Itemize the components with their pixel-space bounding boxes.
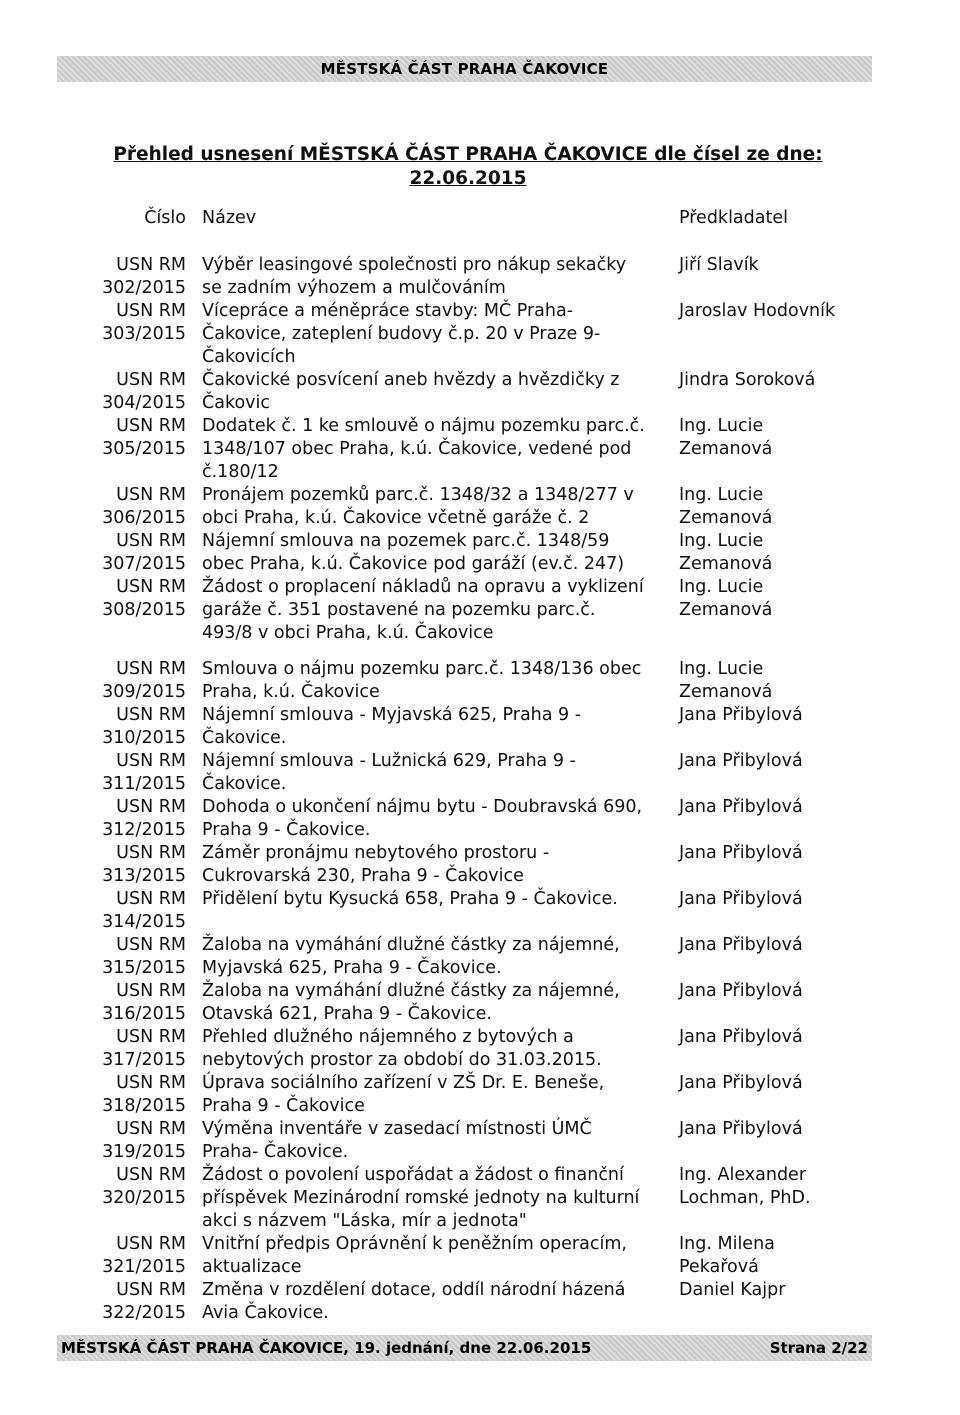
resolution-presenter: Jana Přibylová — [679, 981, 803, 1001]
resolution-name: Vnitřní předpis Oprávnění k peněžním operacím, aktualizace — [202, 1234, 627, 1277]
resolution-presenter: Jana Přibylová — [679, 705, 803, 725]
resolution-name: Žádost o povolení uspořádat a žádost o finanční příspěvek Mezinárodní romské jednoty na kulturní akci s názvem "Láska, mír a jednota" — [202, 1165, 640, 1231]
resolution-presenter: Jaroslav Hodovník — [679, 301, 836, 321]
footer-meeting-info: MĚSTSKÁ ČÁST PRAHA ČAKOVICE, 19. jednání, dne 22.06.2015 — [61, 1339, 592, 1357]
resolution-row — [0, 796, 960, 842]
resolution-presenter: Ing. Alexander Lochman, PhD. — [679, 1165, 811, 1208]
resolution-row — [0, 530, 960, 576]
header-band — [57, 56, 872, 82]
resolution-row — [0, 369, 960, 415]
resolution-number: USN RM 313/2015 — [102, 843, 186, 886]
header-band-text: MĚSTSKÁ ČÁST PRAHA ČAKOVICE — [320, 60, 609, 78]
resolution-list — [0, 207, 960, 1325]
resolution-presenter: Ing. Lucie Zemanová — [679, 485, 773, 528]
resolution-number: USN RM 304/2015 — [102, 370, 186, 413]
resolution-row — [0, 1233, 960, 1279]
resolution-name: Záměr pronájmu nebytového prostoru - Cukrovarská 230, Praha 9 - Čakovice — [202, 843, 550, 886]
resolution-name: Změna v rozdělení dotace, oddíl národní házená Avia Čakovice. — [202, 1280, 626, 1323]
resolution-row — [0, 658, 960, 704]
resolution-number: USN RM 306/2015 — [102, 485, 186, 528]
resolution-row — [0, 750, 960, 796]
resolution-presenter: Jana Přibylová — [679, 797, 803, 817]
resolution-number: USN RM 307/2015 — [102, 531, 186, 574]
resolution-number: USN RM 322/2015 — [102, 1280, 186, 1323]
resolution-presenter: Ing. Milena Pekařová — [679, 1234, 775, 1277]
footer-page-number: Strana 2/22 — [769, 1339, 868, 1357]
resolution-name: Dodatek č. 1 ke smlouvě o nájmu pozemku parc.č. 1348/107 obec Praha, k.ú. Čakovice, vedené pod č.180/12 — [202, 416, 645, 482]
column-header-presenter: Předkladatel — [679, 208, 788, 228]
resolution-name: Výběr leasingové společnosti pro nákup sekačky se zadním výhozem a mulčováním — [202, 255, 627, 298]
resolution-name: Nájemní smlouva - Myjavská 625, Praha 9 - Čakovice. — [202, 705, 582, 748]
resolution-number: USN RM 318/2015 — [102, 1073, 186, 1116]
resolution-number: USN RM 303/2015 — [102, 301, 186, 344]
resolution-name: Přehled dlužného nájemného z bytových a nebytových prostor za období do 31.03.2015. — [202, 1027, 602, 1070]
resolution-number: USN RM 319/2015 — [102, 1119, 186, 1162]
resolution-name: Žaloba na vymáhání dlužné částky za nájemné, Myjavská 625, Praha 9 - Čakovice. — [202, 935, 620, 978]
resolution-presenter: Jana Přibylová — [679, 1073, 803, 1093]
resolution-name: Přidělení bytu Kysucká 658, Praha 9 - Čakovice. — [202, 889, 618, 909]
resolution-name: Nájemní smlouva - Lužnická 629, Praha 9 - Čakovice. — [202, 751, 576, 794]
resolution-presenter: Jiří Slavík — [679, 255, 759, 275]
resolution-row — [0, 484, 960, 530]
resolution-row — [0, 842, 960, 888]
resolution-row — [0, 1026, 960, 1072]
resolution-row — [0, 254, 960, 300]
resolution-presenter: Ing. Lucie Zemanová — [679, 416, 773, 459]
resolution-row — [0, 934, 960, 980]
column-header-number: Číslo — [144, 208, 186, 228]
resolution-presenter: Jana Přibylová — [679, 889, 803, 909]
resolution-row — [0, 415, 960, 484]
resolution-name: Výměna inventáře v zasedací místnosti ÚMČ Praha- Čakovice. — [202, 1119, 592, 1162]
column-headers — [0, 207, 960, 230]
resolution-presenter: Jana Přibylová — [679, 843, 803, 863]
footer-band — [57, 1335, 872, 1361]
resolution-name: Žádost o proplacení nákladů na opravu a vyklizení garáže č. 351 postavené na pozemku parc.č. 493/8 v obci Praha, k.ú. Čakovice — [202, 577, 644, 643]
resolution-number: USN RM 311/2015 — [102, 751, 186, 794]
resolution-row — [0, 1118, 960, 1164]
resolution-number: USN RM 316/2015 — [102, 981, 186, 1024]
resolution-row — [0, 1164, 960, 1233]
resolution-name: Vícepráce a méněpráce stavby: MČ Praha- Čakovice, zateplení budovy č.p. 20 v Praze 9- Čakovicích — [202, 301, 601, 367]
resolution-rows — [0, 254, 960, 1325]
resolution-presenter: Daniel Kajpr — [679, 1280, 786, 1300]
column-header-name: Název — [202, 208, 257, 228]
resolution-name: Čakovické posvícení aneb hvězdy a hvězdičky z Čakovic — [202, 370, 620, 413]
resolution-row — [0, 704, 960, 750]
resolution-presenter: Jana Přibylová — [679, 1119, 803, 1139]
resolution-row — [0, 980, 960, 1026]
resolution-number: USN RM 317/2015 — [102, 1027, 186, 1070]
resolution-number: USN RM 320/2015 — [102, 1165, 186, 1208]
resolution-presenter: Jindra Soroková — [679, 370, 816, 390]
resolution-number: USN RM 302/2015 — [102, 255, 186, 298]
resolution-row — [0, 888, 960, 934]
resolution-name: Dohoda o ukončení nájmu bytu - Doubravská 690, Praha 9 - Čakovice. — [202, 797, 643, 840]
resolution-presenter: Ing. Lucie Zemanová — [679, 577, 773, 620]
resolution-name: Úprava sociálního zařízení v ZŠ Dr. E. Beneše, Praha 9 - Čakovice — [202, 1073, 605, 1116]
resolution-presenter: Jana Přibylová — [679, 935, 803, 955]
page-title: Přehled usnesení MĚSTSKÁ ČÁST PRAHA ČAKOVICE dle čísel ze dne: 22.06.2015 — [113, 144, 823, 189]
resolution-name: Pronájem pozemků parc.č. 1348/32 a 1348/277 v obci Praha, k.ú. Čakovice včetně garáže č. 2 — [202, 485, 634, 528]
resolution-name: Smlouva o nájmu pozemku parc.č. 1348/136 obec Praha, k.ú. Čakovice — [202, 659, 642, 702]
resolution-number: USN RM 310/2015 — [102, 705, 186, 748]
resolution-number: USN RM 312/2015 — [102, 797, 186, 840]
resolution-row — [0, 1072, 960, 1118]
resolution-name: Žaloba na vymáhání dlužné částky za nájemné, Otavská 621, Praha 9 - Čakovice. — [202, 981, 620, 1024]
resolution-presenter: Jana Přibylová — [679, 751, 803, 771]
resolution-number: USN RM 305/2015 — [102, 416, 186, 459]
resolution-presenter: Ing. Lucie Zemanová — [679, 659, 773, 702]
resolution-number: USN RM 321/2015 — [102, 1234, 186, 1277]
resolution-presenter: Ing. Lucie Zemanová — [679, 531, 773, 574]
resolution-presenter: Jana Přibylová — [679, 1027, 803, 1047]
resolution-number: USN RM 315/2015 — [102, 935, 186, 978]
resolution-number: USN RM 314/2015 — [102, 889, 186, 932]
resolution-row — [0, 576, 960, 645]
resolution-number: USN RM 309/2015 — [102, 659, 186, 702]
resolution-name: Nájemní smlouva na pozemek parc.č. 1348/59 obec Praha, k.ú. Čakovice pod garáží (ev.č. 247) — [202, 531, 625, 574]
resolution-row — [0, 1279, 960, 1325]
resolution-row — [0, 300, 960, 369]
resolution-number: USN RM 308/2015 — [102, 577, 186, 620]
